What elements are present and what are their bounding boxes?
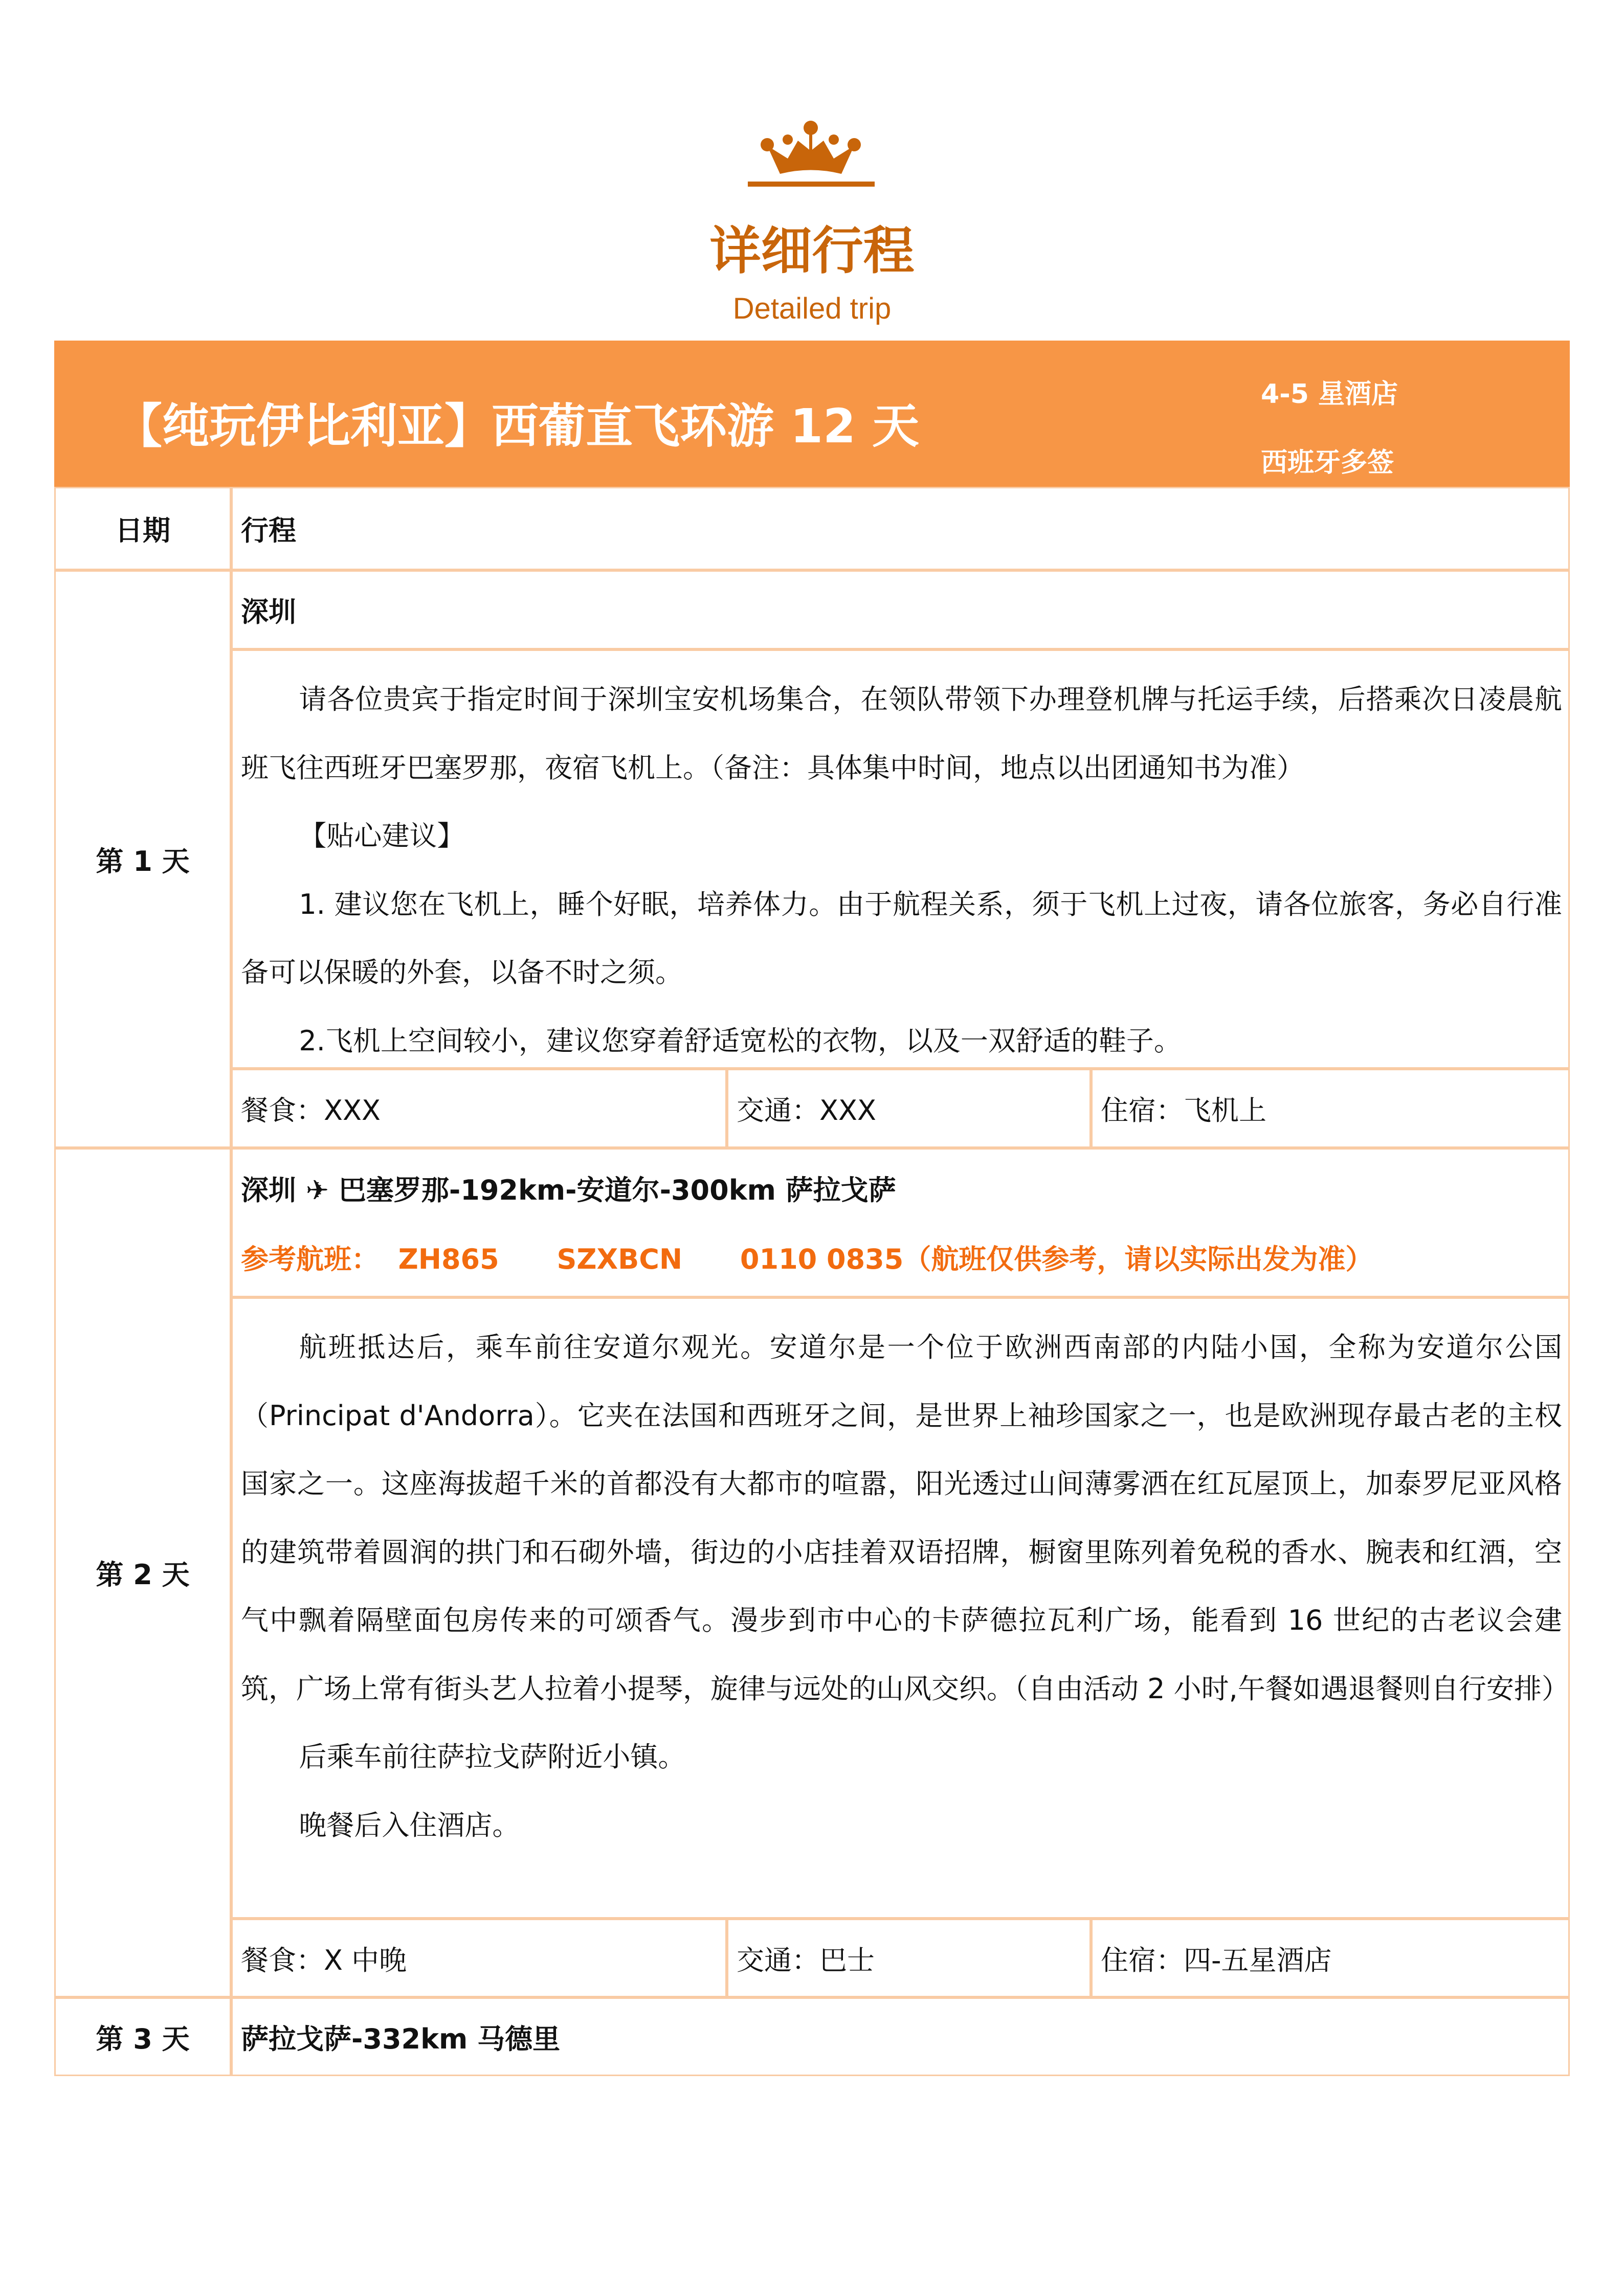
paragraph: 航班抵达后，乘车前往安道尔观光。安道尔是一个位于欧洲西南部的内陆小国，全称为安道尔公国（Principat d'Andorra）。它夹在法国和西班牙之间，是世界上袖珍国家之一，也是欧洲现存最古老的主权国家之一。这座海拔超千米的首都没有大都市的喧嚣，阳光透过山间薄雾洒在红瓦屋顶上，加泰罗尼亚风格的建筑带着圆润的拱门和石砌外墙，街边的小店挂着双语招牌，橱窗里陈列着免税的香水、腕表和红酒，空气中飘着隔壁面包房传来的可颂香气。漫步到市中心的卡萨德拉瓦利广场，能看到 16 世纪的古老议会建筑，广场上常有街头艺人拉着小提琴，旋律与远处的山风交织。（自由活动 2 小时,午餐如遇退餐则自行安排） (241, 1331, 1569, 1705)
day-description (231, 1297, 1570, 1919)
col-header-itinerary: 行程 (231, 487, 1570, 570)
page-subtitle: Detailed trip (732, 292, 892, 325)
stay-info: 住宿：四-五星酒店 (1091, 1919, 1570, 1997)
day-label: 第 2 天 (54, 1148, 231, 1997)
paragraph: 请各位贵宾于指定时间于深圳宝安机场集合，在领队带领下办理登机牌与托运手续，后搭乘次日凌晨航班飞往西班牙巴塞罗那，夜宿飞机上。（备注：具体集中时间，地点以出团通知书为准） (241, 683, 1562, 784)
day-label: 第 1 天 (54, 570, 231, 1148)
day-route-block (231, 1148, 1570, 1297)
hotel-level: 4-5 星酒店 (1261, 379, 1398, 410)
paragraph: 【贴心建议】 (299, 820, 465, 852)
col-header-date: 日期 (54, 487, 231, 570)
visa-type: 西班牙多签 (1261, 447, 1394, 478)
day-route: 深圳 ✈ 巴塞罗那-192km-安道尔-300km 萨拉戈萨 (241, 1174, 896, 1206)
day-description (231, 649, 1570, 1069)
paragraph: 晚餐后入住酒店。 (299, 1809, 520, 1841)
flight-info: 参考航班： ZH865 SZXBCN 0110 0835（航班仅供参考，请以实际出发为准） (241, 1243, 1373, 1275)
day-label: 第 3 天 (54, 1997, 231, 2076)
paragraph: 后乘车前往萨拉戈萨附近小镇。 (299, 1741, 686, 1773)
trip-title: 【纯玩伊比利亚】西葡直飞环游 12 天 (115, 399, 920, 454)
meal-info: 餐食：XXX (231, 1069, 727, 1148)
page-title: 详细行程 (709, 221, 915, 281)
title-divider (748, 182, 875, 187)
stay-info: 住宿：飞机上 (1091, 1069, 1570, 1148)
transport-info: 交通：XXX (727, 1069, 1091, 1148)
crown-icon (752, 115, 870, 182)
transport-info: 交通：巴士 (727, 1919, 1091, 1997)
paragraph: 2.飞机上空间较小，建议您穿着舒适宽松的衣物，以及一双舒适的鞋子。 (299, 1024, 1182, 1057)
day-route: 深圳 (231, 570, 1570, 649)
paragraph: 1. 建议您在飞机上，睡个好眠，培养体力。由于航程关系，须于飞机上过夜，请各位旅客，务必自行准备可以保暖的外套，以备不时之须。 (241, 888, 1562, 988)
day-route: 萨拉戈萨-332km 马德里 (231, 1997, 1570, 2076)
meal-info: 餐食：X 中晚 (231, 1919, 727, 1997)
